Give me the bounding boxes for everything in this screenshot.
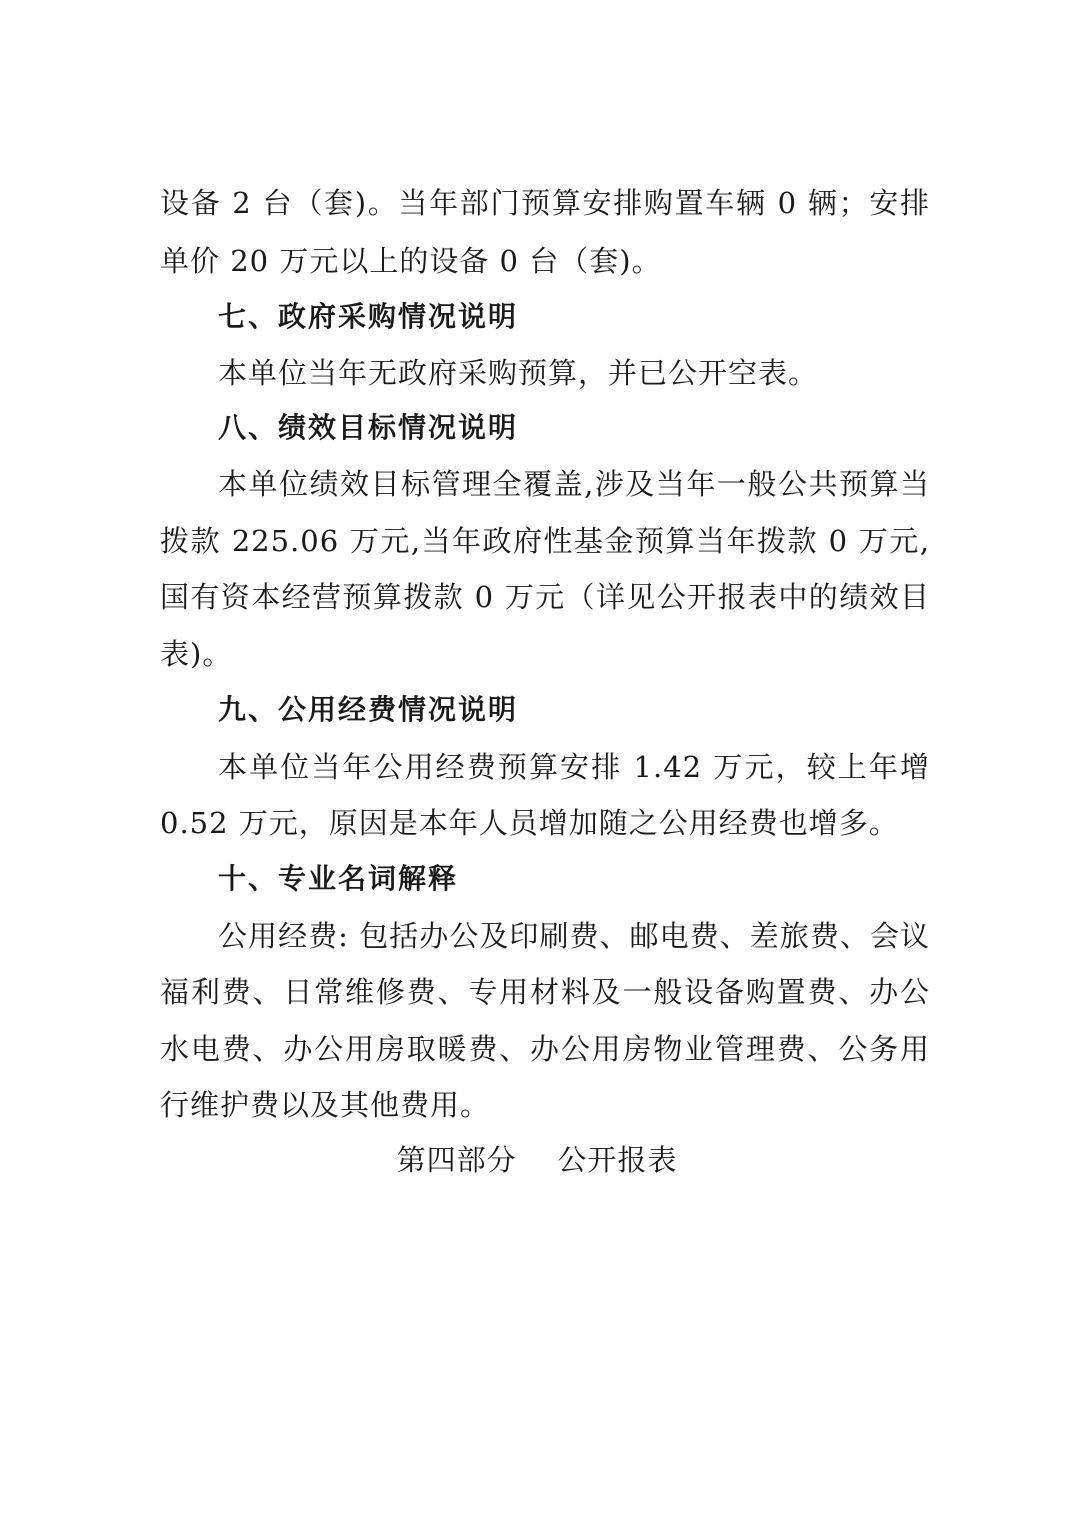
part-four-title: 第四部分 公开报表 xyxy=(396,1143,678,1177)
section-9-heading: 九、公用经费情况说明 xyxy=(218,693,519,726)
section-10-heading: 十、专业名词解释 xyxy=(218,862,459,895)
equipment-paragraph-line-2: 单价 20 万元以上的设备 0 台（套)。 xyxy=(160,244,662,278)
section-9-line-1: 本单位当年公用经费预算安排 1.42 万元，较上年增 xyxy=(218,750,930,784)
section-8-heading: 八、绩效目标情况说明 xyxy=(218,411,519,444)
equipment-paragraph-line-1: 设备 2 台（套)。当年部门预算安排购置车辆 0 辆；安排 xyxy=(160,186,930,220)
section-10-line-4: 行维护费以及其他费用。 xyxy=(160,1088,491,1122)
section-10-line-2: 福利费、日常维修费、专用材料及一般设备购置费、办公 xyxy=(160,975,930,1009)
section-10-line-1: 公用经费: 包括办公及印刷费、邮电费、差旅费、会议 xyxy=(218,919,930,953)
section-8-line-3: 国有资本经营预算拨款 0 万元（详见公开报表中的绩效目 xyxy=(160,580,930,614)
section-8-line-1: 本单位绩效目标管理全覆盖,涉及当年一般公共预算当 xyxy=(218,467,930,501)
section-7-heading: 七、政府采购情况说明 xyxy=(218,300,519,333)
section-9-line-2: 0.52 万元，原因是本年人员增加随之公用经费也增多。 xyxy=(160,806,899,840)
section-8-line-4: 表)。 xyxy=(160,637,233,671)
section-10-line-3: 水电费、办公用房取暖费、办公用房物业管理费、公务用 xyxy=(160,1032,930,1066)
section-8-line-2: 拨款 225.06 万元,当年政府性基金预算当年拨款 0 万元, xyxy=(160,524,930,558)
section-7-body: 本单位当年无政府采购预算，并已公开空表。 xyxy=(218,356,819,390)
